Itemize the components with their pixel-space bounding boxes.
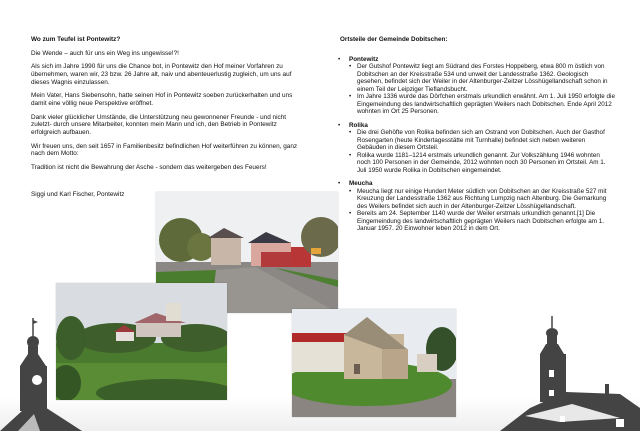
place-name: • Meucha xyxy=(349,180,373,187)
right-text-column xyxy=(340,36,615,239)
place-fact: • Der Gutshof Pontewitz liegt am Südrand des Forstes Hoppeberg, etwa 800 m östlich von Dobitschen an der Kreisstraße 534 und unweit der Landesstraße 1362. Geologisch gesehen, befindet sich der Weiler in der Altenburger-Zeitzer Lösshügellandschaft schon in einem Teil der Leipziger Tieflandsbucht. xyxy=(349,63,615,93)
place-fact: • Die drei Gehöfte von Rolika befinden sich am Ostrand von Dobitschen. Auch der Gasthof Rosengarten (heute Kindertagesstätte mit Turnhalle) befindet sich neben weiteren Gebäuden in diesem Ortsteil. xyxy=(349,129,615,152)
paragraph: Mein Vater, Hans Siebensohn, hatte seinen Hof in Pontewitz soeben zurückerhalten und uns damit eine völlig neue Perspektive eröffnet. xyxy=(31,92,293,107)
photo-old-barn xyxy=(292,309,456,417)
motto: Tradition ist nicht die Bewahrung der Asche - sondern das weitergeben des Feuers! xyxy=(31,164,267,172)
paragraph: Die Wende – auch für uns ein Weg ins ungewisse!?! xyxy=(31,49,179,57)
signature: Siggi und Karl Fischer, Pontewitz xyxy=(31,190,125,198)
place-fact: • Bereits am 24. September 1140 wurde der Weiler erstmals urkundlich genannt.[1] Die Eingemeindung des landwirtschaftlich geprägten Weilers nach Dobitschen erfolgte am 1. Januar 1957. 20 Einwohner leben 2012 in dem Ort. xyxy=(349,210,615,233)
place-fact: • Rolika wurde 1181–1214 erstmals urkundlich genannt. Zur Volkszählung 1946 wohnten noch 100 Personen in der Gemeinde, 2012 wohnten noch 30 Personen im Ortsteil. Am 1. Juli 1950 wurde Rolika in Dobitschen eingemeindet. xyxy=(349,152,615,175)
left-text-column xyxy=(31,36,301,204)
place-name: • Rolika xyxy=(349,121,368,129)
place-item xyxy=(340,180,615,233)
paragraph: Als sich im Jahre 1990 für uns die Chance bot, in Pontewitz den Hof meiner Vorfahren zu übernehmen, waren wir, 23 bzw. 26 Jahre alt, naiv und abenteuerlustig zugleich, um uns auf dieses Wagnis einzulassen. xyxy=(31,63,292,86)
place-fact: • Im Jahre 1336 wurde das Dörfchen erstmals urkundlich erwähnt. Am 1. Juli 1950 erfolgte die Eingemeindung des landwirtschaftlich geprägten Weilers nach Dobitschen. Ende April 2012 wohnten im Ort 25 Personen. xyxy=(349,93,615,116)
place-item xyxy=(340,122,615,175)
right-heading: Ortsteile der Gemeinde Dobitschen: xyxy=(340,36,448,43)
church-silhouette-right xyxy=(500,316,640,431)
places-list xyxy=(340,56,615,233)
paragraph: Wir freuen uns, den seit 1657 in Familienbesitz befindlichen Hof weiterführen zu können, ganz nach dem Motto: xyxy=(31,142,298,158)
church-silhouette-left xyxy=(0,318,82,431)
left-heading: Wo zum Teufel ist Pontewitz? xyxy=(31,36,121,43)
paragraph: Dank vieler glücklicher Umstände, die Unterstützung neu gewonnener Freunde - und nicht zuletzt- durch unsere Mitarbeiter, konnten mein Mann und ich, den Betrieb in Pontewitz erfolgreich aufbauen. xyxy=(31,113,287,136)
place-fact: • Meucha liegt nur einige Hundert Meter südlich von Dobitschen an der Kreisstraße 527 mit Kreuzung der Landesstraße 1362 aus Richtung Lumpzig nach Altenburg. Die Gemarkung des Weilers befindet sich auch in der Altenburger-Zeitzer Lösshügellandschaft. xyxy=(349,188,615,211)
place-item xyxy=(340,56,615,116)
place-name: • Pontewitz xyxy=(349,55,379,63)
